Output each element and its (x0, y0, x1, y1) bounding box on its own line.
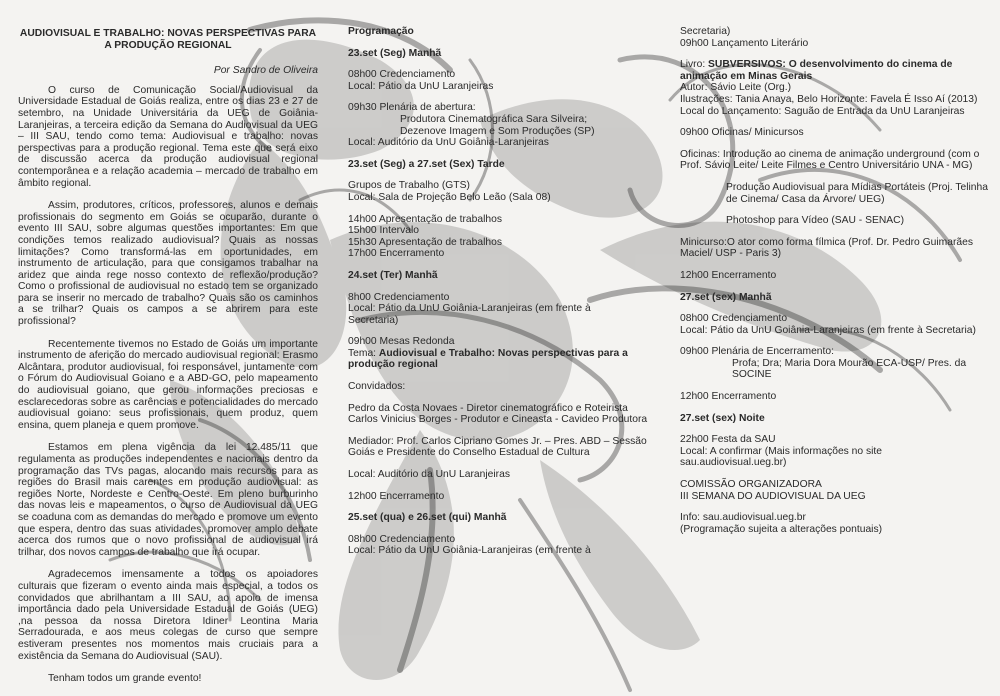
minicourse-entry: Minicurso:O ator como forma fílmica (Prof. Dr. Pedro Guimarães Maciel/ USP - Paris 3) (680, 236, 973, 260)
entry-line: 17h00 Encerramento (348, 248, 445, 260)
entry-line: 22h00 Festa da SAU (680, 434, 776, 446)
entry-line: 09h00 Plenária de Encerramento: (680, 346, 834, 358)
session-entry (348, 403, 648, 426)
entry-line: 12h00 Encerramento (680, 391, 777, 403)
workshop-entry (680, 215, 988, 227)
session-entry (348, 214, 648, 260)
entry-line: Local: Pátio da UnU Laranjeiras (348, 80, 494, 92)
theme-label: Tema: (348, 347, 379, 359)
session-title: 27.set (sex) Manhã (680, 291, 772, 303)
entry-line: 12h00 Encerramento (680, 269, 777, 281)
session-entry (348, 292, 648, 327)
session-entry (348, 180, 648, 203)
session-entry (348, 102, 648, 148)
entry-line: 15h00 Intervalo (348, 225, 419, 237)
entry-line: 08h00 Credenciamento (680, 313, 788, 325)
schedule-column (348, 26, 648, 567)
article-column (18, 26, 318, 696)
session-entry (680, 346, 988, 381)
entry-line: Grupos de Trabalho (GTS) (348, 180, 470, 192)
mediator-line: Mediador: Prof. Carlos Cipriano Gomes Jr. – Pres. ABD – Sessão Goiás e Presidente do Conselho Estadual de Cultura (348, 435, 647, 459)
entry-line: Local: A confirmar (Mais informações no site sau.audiovisual.ueg.br) (680, 445, 883, 469)
entry-line: Local: Pátio da UnU Goiânia-Laranjeiras (em frente à (348, 545, 591, 557)
entry-line: 14h00 Apresentação de trabalhos (348, 213, 503, 225)
info-line: Info: sau.audiovisual.ueg.br (680, 512, 806, 524)
session-entry (680, 313, 988, 336)
committee-line: COMISSÃO ORGANIZADORA (680, 479, 822, 491)
session-title: 24.set (Ter) Manhã (348, 269, 438, 281)
guests-label: Convidados: (348, 381, 406, 393)
entry-line: 09h00 Oficinas/ Minicursos (680, 127, 804, 139)
entry-line: 15h30 Apresentação de trabalhos (348, 236, 503, 248)
workshop-line: Photoshop para Vídeo (SAU - SENAC) (726, 215, 904, 227)
schedule-column-continued (680, 26, 988, 545)
entry-line: 8h00 Credenciamento (348, 291, 450, 303)
article-title: AUDIOVISUAL E TRABALHO: NOVAS PERSPECTIVAS PARA A PRODUÇÃO REGIONAL (19, 28, 317, 51)
committee (680, 479, 988, 502)
committee-line: III SEMANA DO AUDIOVISUAL DA UEG (680, 490, 866, 502)
book-illustrations: Ilustrações: Tania Anaya, Belo Horizonte: Favela É Isso Aí (2013) (680, 93, 978, 105)
entry-line: 12h00 Encerramento (348, 490, 445, 502)
entry-line: 09h30 Plenária de abertura: (348, 102, 476, 114)
guest-line: Carlos Vinicius Borges - Produtor e Cineasta - Cavideo Produtora (348, 414, 648, 426)
book-label: Livro: (680, 59, 709, 71)
book-title: SUBVERSIVOS: O desenvolvimento do cinema de animação em Minas Gerais (680, 59, 953, 82)
entry-line: Produtora Cinematográfica Sara Silveira; (400, 113, 588, 125)
entry-line: Local: Pátio da UnU Goiânia-Laranjeiras (em frente à (348, 303, 591, 315)
session-title: 23.set (Seg) Manhã (348, 47, 442, 59)
entry-line: Profa; Dra; Maria Dora Mourão ECA-USP/ Pres. da SOCINE (732, 357, 967, 381)
schedule-heading: Programação (348, 26, 414, 37)
entry-line: Secretaria) (348, 314, 399, 326)
entry-line: 08h00 Credenciamento (348, 533, 456, 545)
session-entry (348, 534, 648, 557)
session-entry (348, 336, 648, 371)
article-paragraph: Agradecemos imensamente a todos os apoiadores culturais que fizeram o evento ainda mais especial, a todos os convidados que abrilhantam a III SAU, ao apoio de imensa importância dado pela Universidade Estadual de Goiás (UEG) ,na pessoa da nossa Diretora Idiner Leontina Maria Serradourada, e aos meus colegas de curso que sempre estiveram presentes nos momentos mais cruciais para a existência da Semana do Audiovisual (SAU). (18, 569, 318, 662)
workshop-entry: Oficinas: Introdução ao cinema de animação underground (com o Prof. Sávio Leite/ Leite Filmes e Centro Universitário UNA - MG) (680, 148, 980, 172)
entry-line: 09h00 Mesas Redonda (348, 336, 455, 348)
session-entry (680, 434, 988, 469)
info-note: (Programação sujeita a alterações pontuais) (680, 523, 883, 535)
session-title: 23.set (Seg) a 27.set (Sex) Tarde (348, 158, 505, 170)
entry-line: Local: Auditório da UnU Goiânia-Laranjeiras (348, 137, 549, 149)
book-line (680, 59, 988, 82)
entry-line: 08h00 Credenciamento (348, 69, 456, 81)
article-author: Por Sandro de Oliveira (213, 65, 318, 77)
theme-title: Audiovisual e Trabalho: Novas perspectivas para a produção regional (348, 347, 628, 371)
entry-line: Local: Pátio da UnU Goiânia-Laranjeiras (em frente à Secretaria) (680, 324, 976, 336)
book-author: Autor: Sávio Leite (Org.) (680, 82, 792, 94)
entry-line: Local: Auditório da UnU Laranjeiras (348, 469, 510, 481)
info (680, 512, 988, 535)
article-paragraph: O curso de Comunicação Social/Audiovisual da Universidade Estadual de Goiás realiza, entre os dias 23 e 27 de setembro, na Unidade Universitária da UEG de Goiânia-Laranjeiras, a terceira edição da Semana do Audiovisual da UEG – III SAU, tendo como tema: Audiovisual e trabalho: novas perspectivas para a produção regional. Tema este que será eixo de discussão acerca da produção audiovisual regional contemporânea e a relação academia – mercado de trabalho em âmbito regional. (18, 84, 318, 189)
entry-line (348, 348, 648, 371)
entry-line: Dezenove Imagem e Som Produções (SP) (400, 125, 595, 137)
article-paragraph: Recentemente tivemos no Estado de Goiás um importante instrumento de aferição do mercado audiovisual regional: Erasmo Alcântara, produtor audiovisual, foi responsável, juntamente com o Fórum do Audiovisual Goiano e a ABD-GO, pelo mapeamento do audiovisual goiano, que gerou informações preciosas e esclarecedoras sobre as carências e potencialidades do mercado audiovisual goiano: seus profissionais, quem produz, quem ensina, quem planeja e quem promove. (18, 338, 318, 431)
entry-line: 09h00 Lançamento Literário (680, 37, 809, 49)
session-entry (348, 69, 648, 92)
session-title: 25.set (qua) e 26.set (qui) Manhã (348, 512, 507, 524)
entry-line: Secretaria) (680, 26, 731, 37)
article-closing: Tenham todos um grande evento! (48, 673, 202, 685)
article-paragraph: Assim, produtores, críticos, professores, alunos e demais profissionais do segmento em Goiás se ocuparão, durante o evento III SAU, sobre algumas questões importantes: Em que condições temos realizado audiovisual? Quais as nossas limitações? Como transformá-las em oportunidades, em instrumento de articulação, para que consigamos trabalhar na aridez que ainda rege nosso contexto de reflexão/produção? Como o profissional de audiovisual no estado tem se organizado para se inserir no mercado de trabalho? Quais são os caminhos a se trilhar? Quais os campos a se abrirem para este profissional? (18, 200, 318, 328)
session-title: 27.set (sex) Noite (680, 412, 765, 424)
entry-line: Local: Sala de Projeção Belo Leão (Sala 08) (348, 191, 551, 203)
article-paragraph: Estamos em plena vigência da lei 12.485/11 que regulamenta as produções independentes e nacionais dentro da programação das TVs pagas, alocando mais recursos para as regiões do Brasil mais carentes em produção audiovisual: as regiões Norte, Nordeste e Centro-Oeste. Em pleno burburinho das novas leis e mapeamentos, o curso de Audiovisual da UEG se coaduna com as demandas do mercado e promove um evento que espera, dentro das suas atividades, promover amplo debate acerca dos rumos que o novo profissional de audiovisual irá trilhar, dos novos campos de trabalho que irá ocupar. (18, 442, 318, 558)
guest-line: Pedro da Costa Novaes - Diretor cinematográfico e Roteirista (348, 402, 628, 414)
workshop-line: Produção Audiovisual para Mídias Portáteis (Proj. Telinha de Cinema/ Casa da Árvore/ UEG) (726, 181, 988, 205)
workshop-entry (680, 182, 988, 205)
book-location: Local do Lançamento: Saguão de Entrada da UnU Laranjeiras (680, 105, 965, 117)
book-entry (680, 59, 988, 117)
session-entry (680, 26, 988, 49)
